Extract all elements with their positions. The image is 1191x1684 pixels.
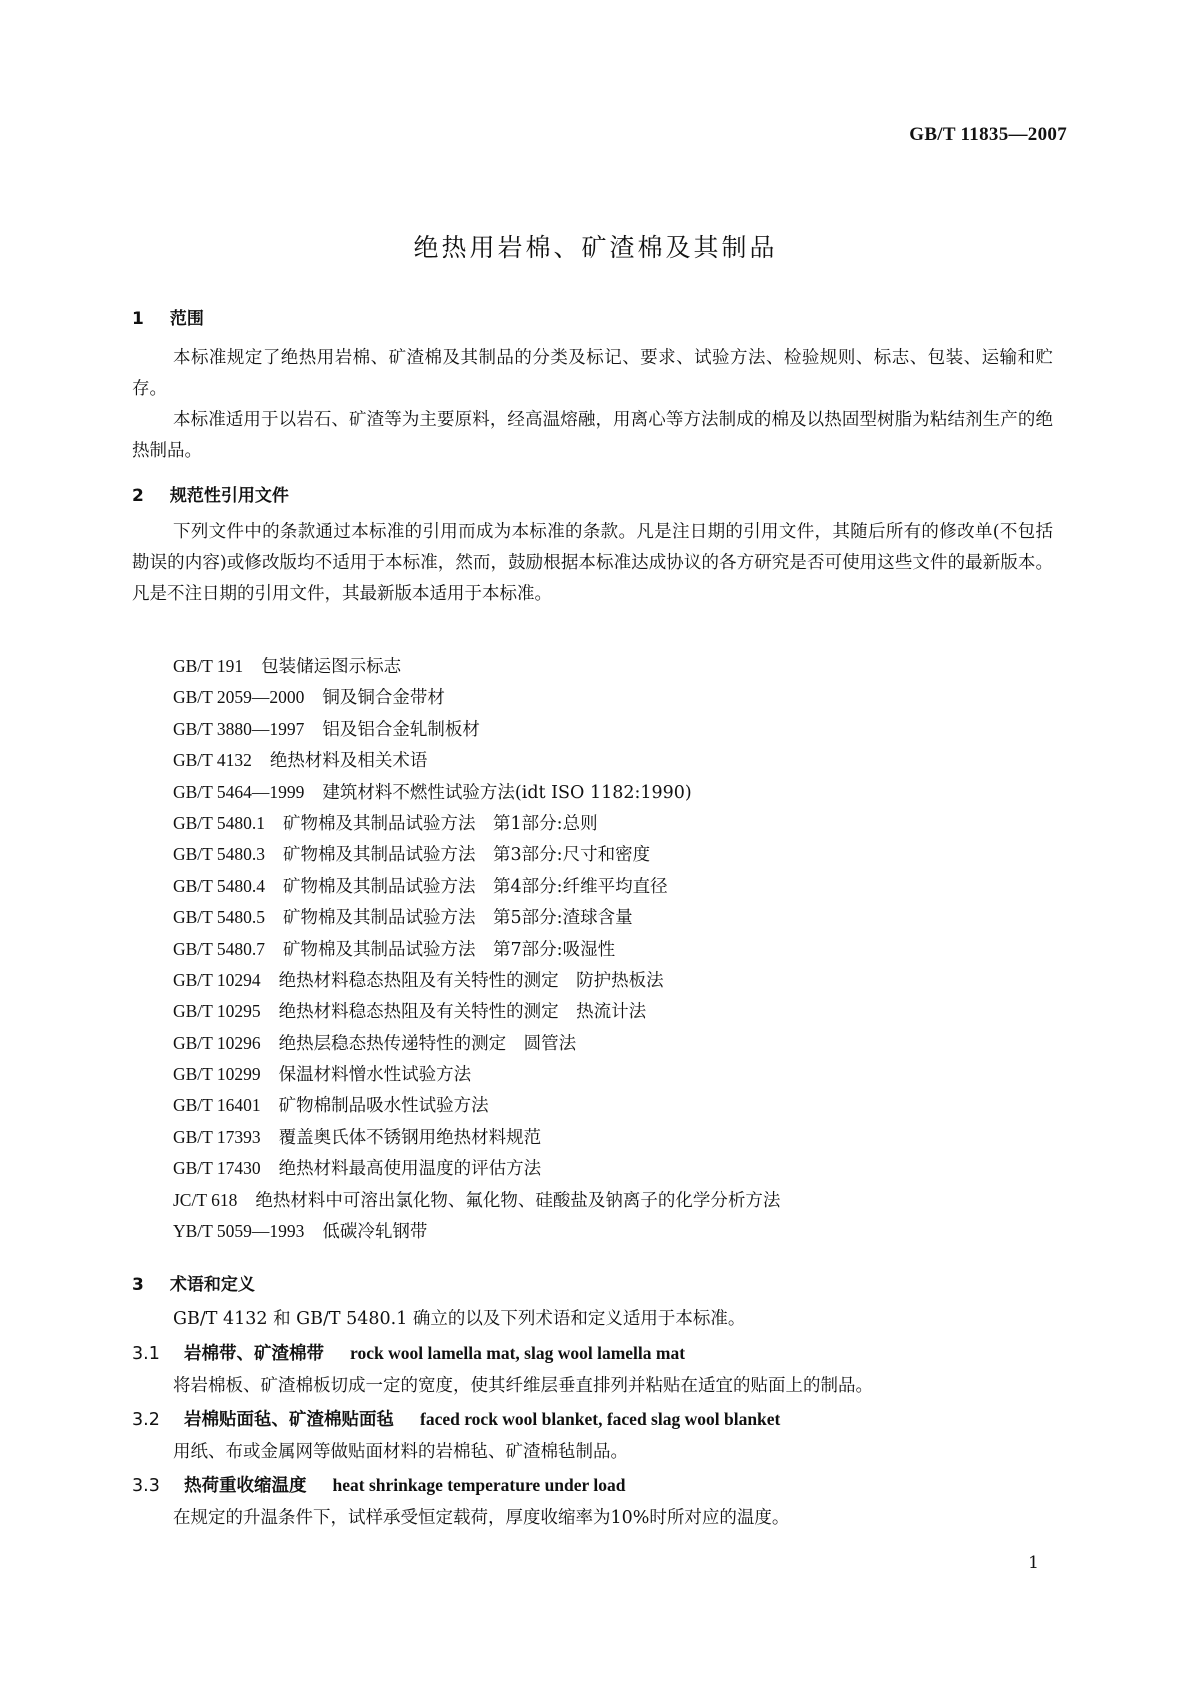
section-number: 3 [132,1275,144,1295]
reference-item [173,996,780,1027]
reference-item [173,871,780,902]
reference-code: GB/T 5480.1 [173,812,266,833]
section-title: 规范性引用文件 [169,486,289,506]
reference-title: 保温材料憎水性试验方法 [278,1065,472,1086]
normative-references-list [173,651,780,1247]
reference-item [173,934,780,965]
reference-title: 覆盖奥氏体不锈钢用绝热材料规范 [278,1127,542,1148]
reference-title: 绝热材料中可溶出氯化物、氟化物、硅酸盐及钠离子的化学分析方法 [255,1190,781,1211]
reference-item [173,1059,780,1090]
reference-item [173,714,780,745]
section-1-heading [132,304,204,329]
section-3-intro: GB/T 4132 和 GB/T 5480.1 确立的以及下列术语和定义适用于本标准。 [173,1309,746,1329]
term-chinese: 岩棉带、矿渣棉带 [184,1344,324,1364]
term-number: 3.1 [132,1344,160,1364]
reference-code: GB/T 16401 [173,1095,261,1116]
reference-item [173,839,780,870]
term-chinese: 热荷重收缩温度 [184,1476,307,1496]
reference-item [173,777,780,808]
reference-code: GB/T 5480.4 [173,875,266,896]
term-english: rock wool lamella mat, slag wool lamella mat [350,1343,686,1363]
reference-title: 铜及铜合金带材 [322,688,445,709]
reference-code: GB/T 2059—2000 [173,687,305,708]
reference-title: 矿物棉及其制品试验方法 第3部分:尺寸和密度 [283,845,651,866]
section-2-heading [132,481,289,506]
reference-item [173,1028,780,1059]
section-number: 2 [132,486,144,506]
reference-code: GB/T 17430 [173,1158,261,1179]
reference-title: 矿物棉及其制品试验方法 第4部分:纤维平均直径 [283,876,668,897]
term-chinese: 岩棉贴面毡、矿渣棉贴面毡 [184,1410,394,1430]
reference-code: GB/T 4132 [173,750,252,771]
section-title: 术语和定义 [169,1275,255,1295]
section-1-paragraph-2: 本标准适用于以岩石、矿渣等为主要原料，经高温熔融，用离心等方法制成的棉及以热固型树脂为粘结剂生产的绝热制品。 [132,410,1053,461]
reference-item [173,651,780,682]
document-title: 绝热用岩棉、矿渣棉及其制品 [413,233,778,262]
section-3-heading [132,1270,255,1295]
reference-item [173,808,780,839]
term-english: faced rock wool blanket, faced slag wool blanket [420,1409,781,1429]
reference-title: 绝热材料稳态热阻及有关特性的测定 热流计法 [278,1002,647,1023]
reference-title: 建筑材料不燃性试验方法(idt ISO 1182:1990) [322,782,692,803]
reference-code: GB/T 5480.7 [173,938,266,959]
section-2-intro: 下列文件中的条款通过本标准的引用而成为本标准的条款。凡是注日期的引用文件，其随后所有的修改单(不包括勘误的内容)或修改版均不适用于本标准，然而，鼓励根据本标准达成协议的各方研究是否可使用这些文件的最新版本。凡是不注日期的引用文件，其最新版本适用于本标准。 [132,522,1053,604]
reference-code: GB/T 5480.5 [173,907,266,928]
page-number: 1 [1028,1553,1039,1573]
term-3-1-heading [132,1340,685,1365]
term-3-2-definition: 用纸、布或金属网等做贴面材料的岩棉毡、矿渣棉毡制品。 [173,1442,628,1462]
reference-code: JC/T 618 [173,1189,238,1210]
reference-item [173,1185,780,1216]
reference-title: 低碳冷轧钢带 [322,1222,428,1243]
term-3-2-heading [132,1406,780,1431]
reference-title: 矿物棉制品吸水性试验方法 [278,1096,489,1117]
term-number: 3.2 [132,1410,160,1430]
term-3-1-definition: 将岩棉板、矿渣棉板切成一定的宽度，使其纤维层垂直排列并粘贴在适宜的贴面上的制品。 [173,1376,873,1396]
reference-code: GB/T 10295 [173,1001,261,1022]
reference-code: GB/T 17393 [173,1126,261,1147]
reference-item [173,965,780,996]
reference-code: GB/T 3880—1997 [173,718,305,739]
section-title: 范围 [169,309,204,329]
term-3-3-definition: 在规定的升温条件下，试样承受恒定载荷，厚度收缩率为10%时所对应的温度。 [173,1508,790,1528]
reference-item [173,1122,780,1153]
reference-title: 铝及铝合金轧制板材 [322,719,480,740]
reference-title: 矿物棉及其制品试验方法 第1部分:总则 [283,813,598,834]
reference-code: GB/T 5480.3 [173,844,266,865]
reference-title: 绝热层稳态热传递特性的测定 圆管法 [278,1033,577,1054]
reference-code: GB/T 10294 [173,969,261,990]
reference-code: YB/T 5059—1993 [173,1221,305,1242]
reference-title: 绝热材料最高使用温度的评估方法 [278,1159,542,1180]
reference-code: GB/T 5464—1999 [173,781,305,802]
reference-item [173,1216,780,1247]
reference-item [173,745,780,776]
reference-code: GB/T 10299 [173,1064,261,1085]
section-1-paragraph-1: 本标准规定了绝热用岩棉、矿渣棉及其制品的分类及标记、要求、试验方法、检验规则、标志、包装、运输和贮存。 [132,348,1053,399]
reference-item [173,902,780,933]
reference-title: 绝热材料及相关术语 [269,751,428,772]
section-number: 1 [132,309,144,329]
reference-item [173,1153,780,1184]
standard-code: GB/T 11835—2007 [909,124,1067,145]
reference-item [173,1090,780,1121]
reference-title: 矿物棉及其制品试验方法 第5部分:渣球含量 [283,908,633,929]
reference-title: 绝热材料稳态热阻及有关特性的测定 防护热板法 [278,970,664,991]
reference-title: 矿物棉及其制品试验方法 第7部分:吸湿性 [283,939,616,960]
reference-item [173,682,780,713]
term-3-3-heading [132,1472,625,1497]
term-english: heat shrinkage temperature under load [332,1475,626,1495]
reference-code: GB/T 10296 [173,1032,261,1053]
reference-title: 包装储运图示标志 [261,657,402,677]
term-number: 3.3 [132,1476,160,1496]
reference-code: GB/T 191 [173,656,244,676]
